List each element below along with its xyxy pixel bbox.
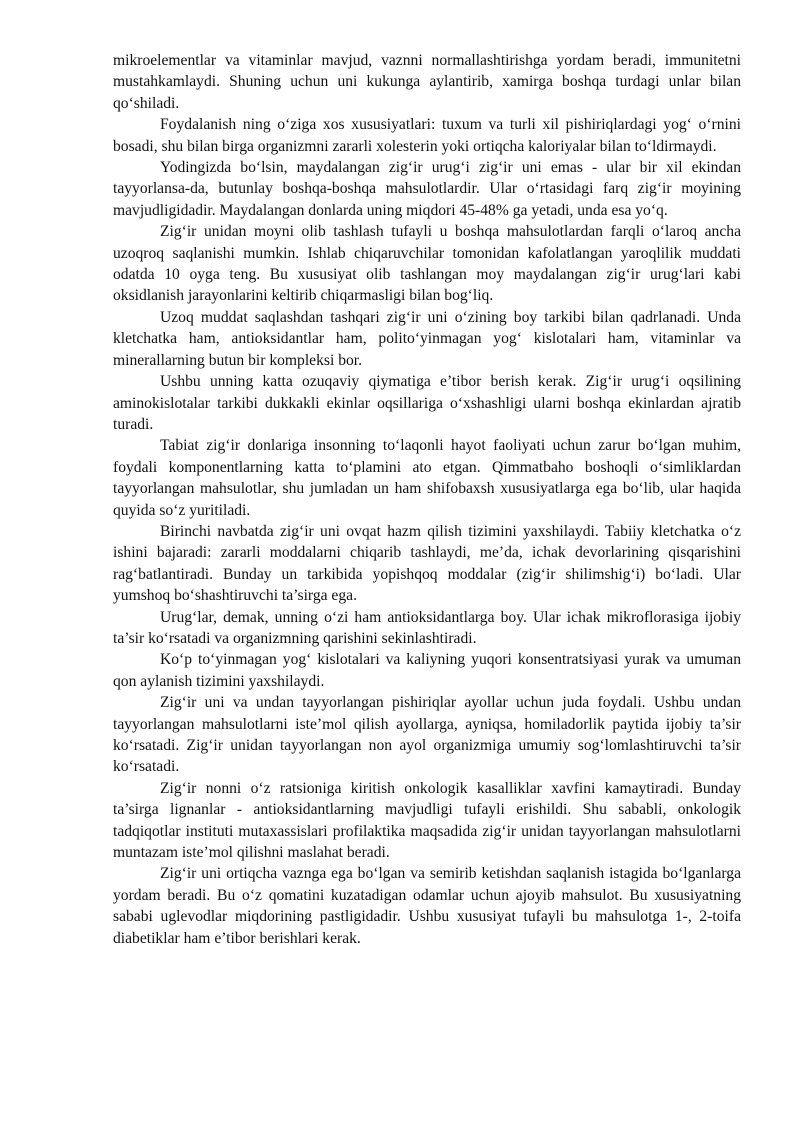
paragraph: Uzoq muddat saqlashdan tashqari zig‘ir uni o‘zining boy tarkibi bilan qadrlanadi. Unda kletchatka ham, antioksidantlar ham, polito‘yinmagan yog‘ kislotalari ham, vitaminlar va minerallarning butun bir kompleksi bor. <box>113 308 741 369</box>
paragraph: Zig‘ir uni va undan tayyorlangan pishiriqlar ayollar uchun juda foydali. Ushbu undan tayyorlangan mahsulotlarni iste’mol qilish ayollarga, ayniqsa, homiladorlik paytida ijobiy ta’sir ko‘rsatadi. Zig‘ir unidan tayyorlangan non ayol organizmiga umumiy sog‘lomlashtiruvchi ta’sir ko‘rsatadi. <box>113 694 741 776</box>
paragraph: Zig‘ir unidan moyni olib tashlash tufayli u boshqa mahsulotlardan farqli o‘laroq ancha uzoqroq saqlanishi mumkin. Ishlab chiqaruvchilar tomonidan kafolatlangan yaroqlilik muddati odatda 10 oyga teng. Bu xususiyat olib tashlangan moy maydalangan zig‘ir urug‘lari kabi oksidlanish jarayonlarini keltirib chiqarmasligi bilan bog‘liq. <box>113 223 741 305</box>
paragraph: Zig‘ir uni ortiqcha vaznga ega bo‘lgan va semirib ketishdan saqlanish istagida bo‘lganlarga yordam beradi. Bu o‘z qomatini kuzatadigan odamlar uchun ajoyib mahsulot. Bu xususiyatning sababi uglevodlar miqdorining pastligidadir. Ushbu xususiyat tufayli bu mahsulotga 1-, 2-toifa diabetiklar ham e’tibor berishlari kerak. <box>113 865 741 947</box>
paragraph: Foydalanish ning o‘ziga xos xususiyatlari: tuxum va turli xil pishiriqlardagi yog‘ o‘rnini bosadi, shu bilan birga organizmni zararli xolesterin yoki ortiqcha kaloriyalar bilan to‘ldirmaydi. <box>113 116 741 155</box>
paragraph: Urug‘lar, demak, unning o‘zi ham antioksidantlarga boy. Ular ichak mikroflorasiga ijobiy ta’sir ko‘rsatadi va organizmning qarishini sekinlashtiradi. <box>113 608 741 647</box>
paragraph: Ko‘p to‘yinmagan yog‘ kislotalari va kaliyning yuqori konsentratsiyasi yurak va umuman qon aylanish tizimini yaxshilaydi. <box>113 651 741 690</box>
document-page <box>113 50 741 949</box>
paragraph: Ushbu unning katta ozuqaviy qiymatiga e’tibor berish kerak. Zig‘ir urug‘i oqsilining aminokislotalar tarkibi dukkakli ekinlar oqsillariga o‘xshashligi ularni boshqa ekinlardan ajratib turadi. <box>113 373 741 433</box>
paragraph: Birinchi navbatda zig‘ir uni ovqat hazm qilish tizimini yaxshilaydi. Tabiiy kletchatka o‘z ishini bajaradi: zararli moddalarni chiqarib tashlaydi, me’da, ichak devorlarining qisqarishini rag‘batlantiradi. Bunday un tarkibida yopishqoq moddalar (zig‘ir shilimshig‘i) bo‘ladi. Ular yumshoq bo‘shashtiruvchi ta’sirga ega. <box>113 522 741 605</box>
paragraph: Yodingizda bo‘lsin, maydalangan zig‘ir urug‘i zig‘ir uni emas - ular bir xil ekindan tayyorlansa-da, butunlay boshqa-boshqa mahsulotlardir. Ular o‘rtasidagi farq zig‘ir moyining mavjudligidadir. Maydalangan donlarda uning miqdori 45-48% ga yetadi, unda esa yo‘q. <box>113 159 741 219</box>
paragraph: Tabiat zig‘ir donlariga insonning to‘laqonli hayot faoliyati uchun zarur bo‘lgan muhim, foydali komponentlarning katta to‘plamini ato etgan. Qimmatbaho boshoqli o‘simliklardan tayyorlangan mahsulotlar, shu jumladan un ham shifobaxsh xususiyatlarga ega bo‘lib, ular haqida quyida so‘z yuritiladi. <box>113 437 741 519</box>
paragraph: Zig‘ir nonni o‘z ratsioniga kiritish onkologik kasalliklar xavfini kamaytiradi. Bunday ta’sirga lignanlar - antioksidantlarning mavjudligi tufayli erishildi. Shu sababli, onkologik tadqiqotlar instituti mutaxassislari profilaktika maqsadida zig‘ir unidan tayyorlangan mahsulotlarni muntazam iste’mol qilishni maslahat beradi. <box>113 779 741 862</box>
paragraph-continuation: mikroelementlar va vitaminlar mavjud, vaznni normallashtirishga yordam beradi, immunitetni mustahkamlaydi. Shuning uchun uni kukunga aylantirib, xamirga boshqa turdagi unlar bilan qo‘shiladi. <box>113 52 741 112</box>
